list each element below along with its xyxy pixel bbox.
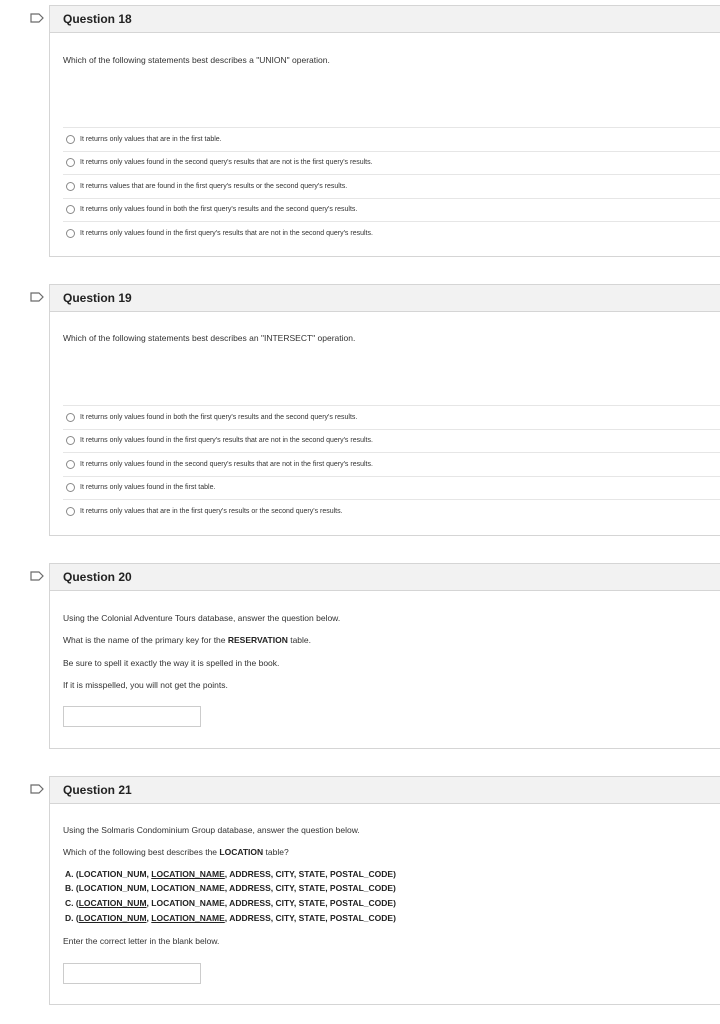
question-18-card bbox=[49, 5, 720, 257]
radio-button[interactable] bbox=[66, 413, 75, 422]
question-19-card bbox=[49, 284, 720, 536]
choice-option[interactable] bbox=[63, 151, 720, 175]
question-21-line-3: Enter the correct letter in the blank below. bbox=[63, 936, 220, 946]
choice-label: It returns only values found in the first table. bbox=[80, 484, 216, 492]
choice-label: It returns only values found in the second query's results that are not is the first query's results. bbox=[80, 159, 373, 167]
question-21-title: Question 21 bbox=[50, 777, 720, 804]
question-20-line-3: Be sure to spell it exactly the way it is spelled in the book. bbox=[63, 658, 280, 668]
radio-button[interactable] bbox=[66, 436, 75, 445]
question-21-card bbox=[49, 776, 720, 1005]
question-19-title: Question 19 bbox=[50, 285, 720, 312]
question-19-choices bbox=[63, 405, 720, 523]
question-21-line-1: Using the Solmaris Condominium Group database, answer the question below. bbox=[63, 825, 360, 835]
question-21-answer-input[interactable] bbox=[63, 963, 201, 984]
choice-label: It returns values that are found in the first query's results or the second query's results. bbox=[80, 182, 348, 190]
choice-option[interactable] bbox=[63, 174, 720, 198]
table-name: RESERVATION bbox=[227, 635, 288, 645]
radio-button[interactable] bbox=[66, 460, 75, 469]
question-19-prompt: Which of the following statements best describes an "INTERSECT" operation. bbox=[63, 333, 356, 343]
question-18-prompt: Which of the following statements best describes a "UNION" operation. bbox=[63, 55, 330, 65]
flag-question-icon[interactable] bbox=[30, 571, 44, 581]
question-18-title: Question 18 bbox=[50, 6, 720, 33]
choice-option[interactable] bbox=[63, 429, 720, 453]
radio-button[interactable] bbox=[66, 483, 75, 492]
radio-button[interactable] bbox=[66, 182, 75, 191]
question-20-card bbox=[49, 563, 720, 749]
option-b: B. (LOCATION_NUM, LOCATION_NAME, ADDRESS, CITY, STATE, POSTAL_CODE) bbox=[65, 883, 396, 893]
question-20-line-1: Using the Colonial Adventure Tours database, answer the question below. bbox=[63, 613, 341, 623]
choice-option[interactable] bbox=[63, 127, 720, 151]
choice-option[interactable] bbox=[63, 452, 720, 476]
table-name: LOCATION bbox=[219, 847, 264, 857]
option-c: C. (LOCATION_NUM, LOCATION_NAME, ADDRESS, CITY, STATE, POSTAL_CODE) bbox=[65, 898, 396, 908]
radio-button[interactable] bbox=[66, 507, 75, 516]
radio-button[interactable] bbox=[66, 158, 75, 167]
radio-button[interactable] bbox=[66, 135, 75, 144]
question-20-line-2: What is the name of the primary key for the RESERVATION table. bbox=[63, 635, 312, 645]
flag-question-icon[interactable] bbox=[30, 13, 44, 23]
choice-option[interactable] bbox=[63, 476, 720, 500]
choice-option[interactable] bbox=[63, 198, 720, 222]
choice-label: It returns only values found in the first query's results that are not in the second query's results. bbox=[80, 437, 373, 445]
choice-label: It returns only values found in both the first query's results and the second query's results. bbox=[80, 413, 358, 421]
flag-question-icon[interactable] bbox=[30, 784, 44, 794]
question-20-line-4: If it is misspelled, you will not get the points. bbox=[63, 680, 228, 690]
question-21-line-2: Which of the following best describes the LOCATION table? bbox=[63, 847, 289, 857]
radio-button[interactable] bbox=[66, 205, 75, 214]
choice-label: It returns only values found in the second query's results that are not in the first query's results. bbox=[80, 460, 373, 468]
choice-option[interactable] bbox=[63, 499, 720, 523]
choice-label: It returns only values that are in the first query's results or the second query's results. bbox=[80, 507, 343, 515]
question-20-title: Question 20 bbox=[50, 564, 720, 591]
option-d: D. (LOCATION_NUM, LOCATION_NAME, ADDRESS, CITY, STATE, POSTAL_CODE) bbox=[65, 913, 396, 923]
choice-label: It returns only values found in the first query's results that are not in the second query's results. bbox=[80, 229, 373, 237]
radio-button[interactable] bbox=[66, 229, 75, 238]
question-18-choices bbox=[63, 127, 720, 245]
flag-question-icon[interactable] bbox=[30, 292, 44, 302]
choice-option[interactable] bbox=[63, 405, 720, 429]
choice-label: It returns only values found in both the first query's results and the second query's results. bbox=[80, 206, 358, 214]
question-20-answer-input[interactable] bbox=[63, 706, 201, 727]
choice-option[interactable] bbox=[63, 221, 720, 245]
choice-label: It returns only values that are in the first table. bbox=[80, 135, 222, 143]
option-a: A. (LOCATION_NUM, LOCATION_NAME, ADDRESS, CITY, STATE, POSTAL_CODE) bbox=[65, 869, 396, 879]
